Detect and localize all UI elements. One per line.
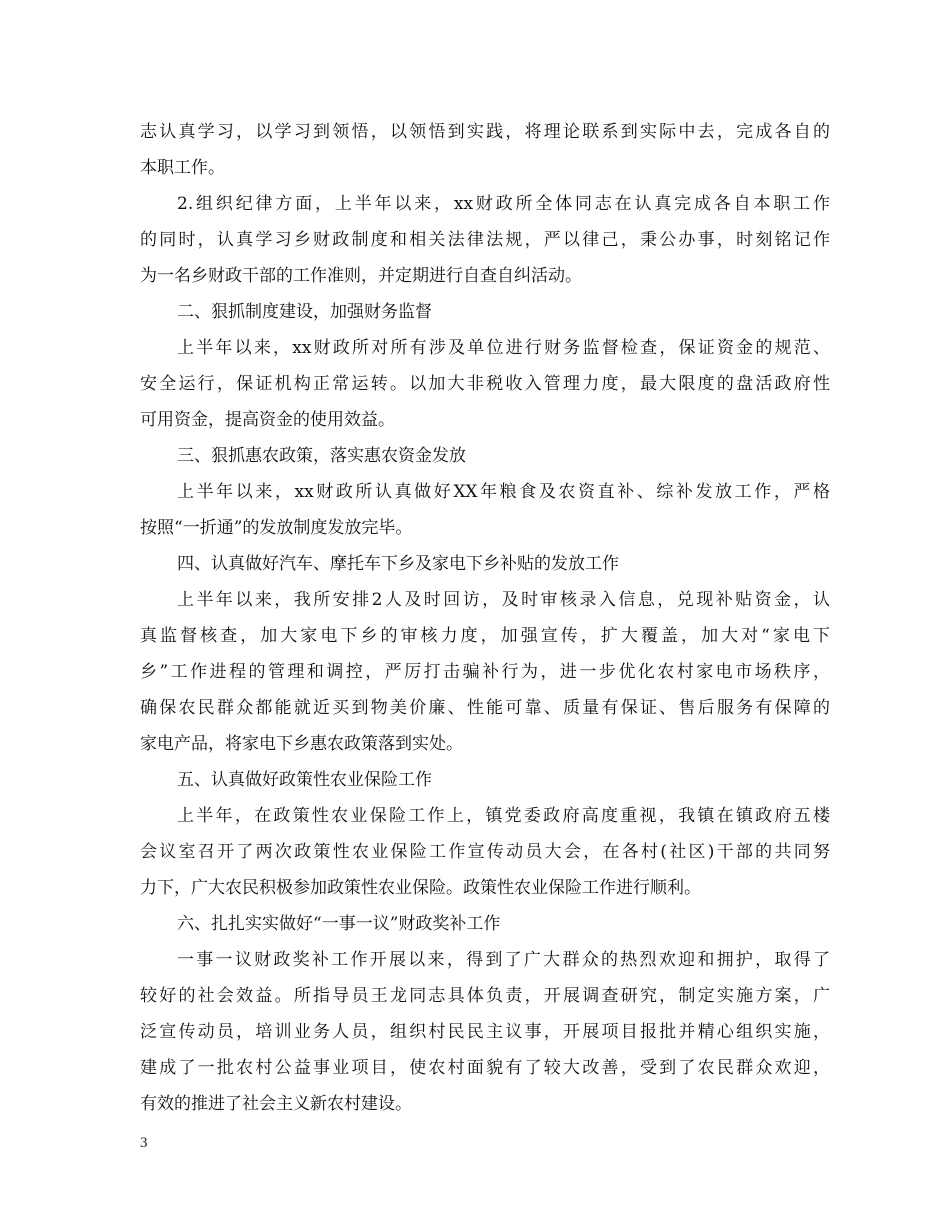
paragraph-line: 可用资金，提高资金的使用效益。 <box>140 410 395 430</box>
paragraph-line: 确保农民群众都能就近买到物美价廉、性能可靠、质量有保证、售后服务有保障的 <box>140 698 830 718</box>
paragraph-line: 上半年以来，xx财政所认真做好XX年粮食及农资直补、综补发放工作，严格 <box>177 482 830 502</box>
paragraph-line: 为一名乡财政干部的工作准则，并定期进行自查自纠活动。 <box>140 266 582 286</box>
section-heading: 二、狠抓制度建设，加强财务监督 <box>177 302 432 322</box>
paragraph-line: 真监督核查，加大家电下乡的审核力度，加强宣传，扩大覆盖，加大对“家电下 <box>140 626 830 646</box>
paragraph-line: 上半年以来，我所安排2人及时回访，及时审核录入信息，兑现补贴资金，认 <box>177 590 830 610</box>
paragraph-line: 建成了一批农村公益事业项目，使农村面貌有了较大改善，受到了农民群众欢迎， <box>140 1058 830 1078</box>
paragraph-line: 家电产品，将家电下乡惠农政策落到实处。 <box>140 734 463 754</box>
section-heading: 六、扎扎实实做好“一事一议”财政奖补工作 <box>177 914 501 934</box>
document-body <box>140 114 830 1122</box>
paragraph-line: 2.组织纪律方面，上半年以来，xx财政所全体同志在认真完成各自本职工作 <box>177 194 830 214</box>
paragraph-line: 乡”工作进程的管理和调控，严厉打击骗补行为，进一步优化农村家电市场秩序， <box>140 662 830 682</box>
paragraph-line: 本职工作。 <box>140 158 225 178</box>
paragraph-line: 泛宣传动员，培训业务人员，组织村民民主议事，开展项目报批并精心组织实施， <box>140 1022 830 1042</box>
paragraph-line: 按照“一折通”的发放制度发放完毕。 <box>140 518 413 538</box>
paragraph-line: 上半年以来，xx财政所对所有涉及单位进行财务监督检查，保证资金的规范、 <box>177 338 830 358</box>
paragraph-line: 的同时，认真学习乡财政制度和相关法律法规，严以律己，秉公办事，时刻铭记作 <box>140 230 830 250</box>
paragraph-line: 有效的推进了社会主义新农村建设。 <box>140 1094 412 1114</box>
section-heading: 三、狠抓惠农政策，落实惠农资金发放 <box>177 446 466 466</box>
paragraph-line: 志认真学习，以学习到领悟，以领悟到实践，将理论联系到实际中去，完成各自的 <box>140 122 830 142</box>
paragraph-line: 较好的社会效益。所指导员王龙同志具体负责，开展调查研究，制定实施方案，广 <box>140 986 830 1006</box>
paragraph-line: 上半年，在政策性农业保险工作上，镇党委政府高度重视，我镇在镇政府五楼 <box>177 806 830 826</box>
paragraph-line: 力下，广大农民积极参加政策性农业保险。政策性农业保险工作进行顺利。 <box>140 878 701 898</box>
paragraph-line: 安全运行，保证机构正常运转。以加大非税收入管理力度，最大限度的盘活政府性 <box>140 374 830 394</box>
paragraph-line: 一事一议财政奖补工作开展以来，得到了广大群众的热烈欢迎和拥护，取得了 <box>177 950 830 970</box>
page-number: 3 <box>140 1135 148 1151</box>
paragraph-line: 会议室召开了两次政策性农业保险工作宣传动员大会，在各村(社区)干部的共同努 <box>140 842 830 862</box>
section-heading: 四、认真做好汽车、摩托车下乡及家电下乡补贴的发放工作 <box>177 554 619 574</box>
section-heading: 五、认真做好政策性农业保险工作 <box>177 770 432 790</box>
